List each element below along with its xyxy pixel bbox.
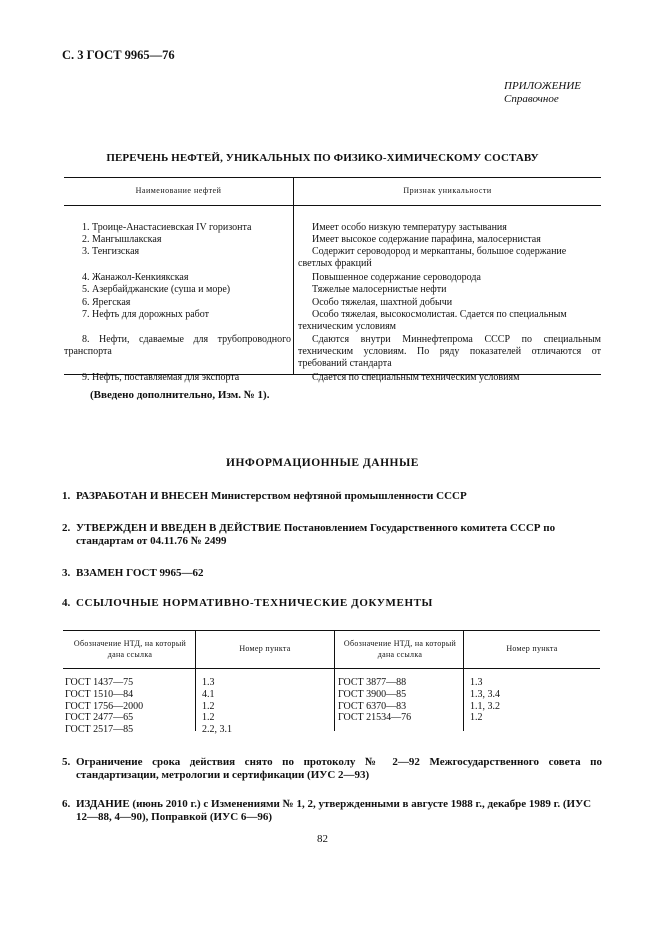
references-header — [63, 630, 600, 669]
ref-clause: 4.1 — [202, 688, 215, 700]
oil-name: 4. Жанажол-Кенкиякская — [82, 272, 189, 283]
oil-feature: Имеет особо низкую температуру застывания — [312, 222, 507, 233]
oil-name: 9. Нефть, поставляемая для экспорта — [82, 372, 240, 383]
ref-doc: ГОСТ 3877—88 — [338, 677, 407, 688]
ref-doc: ГОСТ 3900—85 — [338, 688, 407, 700]
oil-table-body — [64, 206, 601, 383]
info-item — [62, 597, 602, 610]
ref-clause: 1.3 — [202, 677, 215, 688]
ref-doc: ГОСТ 21534—76 — [338, 712, 412, 724]
ref-col-ntd-header: Обозначение НТД, на который дана ссылка — [73, 639, 187, 659]
item-text: ВЗАМЕН ГОСТ 9965—62 — [76, 567, 204, 579]
oil-feature: Особо тяжелая, шахтной добычи — [312, 297, 453, 308]
ref-col-ntd-header: Обозначение НТД, на который дана ссылка — [343, 639, 457, 659]
oil-name: 3. Тенгизская — [82, 246, 140, 257]
ref-col-clause-header: Номер пункта — [506, 644, 558, 653]
ref-clause: 1.2 — [470, 712, 483, 724]
ref-doc: ГОСТ 1510—84 — [65, 688, 134, 700]
page-number: 82 — [317, 833, 328, 845]
oil-name: 6. Ярегская — [82, 297, 131, 308]
item-text: ССЫЛОЧНЫЕ НОРМАТИВНО-ТЕХНИЧЕСКИЕ ДОКУМЕНТЫ — [76, 597, 433, 609]
references-body — [63, 669, 600, 731]
oil-name: 7. Нефть для дорожных работ — [82, 309, 209, 320]
oil-feature: Сдаются внутри Миннефтепрома СССР по специальным техническим условиям. По ряду показателей отличаются от требований стандарта — [298, 334, 601, 370]
info-item — [62, 798, 602, 824]
ref-clause: 1.3, 3.4 — [470, 688, 500, 700]
appendix-subtitle: Справочное — [504, 93, 559, 105]
page-header: С. 3 ГОСТ 9965—76 — [62, 48, 175, 62]
oil-table-header — [64, 177, 601, 206]
ref-col-clause-header: Номер пункта — [239, 644, 291, 653]
ref-clause: 2.2, 3.1 — [202, 724, 232, 736]
oil-table — [64, 177, 601, 383]
oil-list-title: ПЕРЕЧЕНЬ НЕФТЕЙ, УНИКАЛЬНЫХ ПО ФИЗИКО-ХИМИЧЕСКОМУ СОСТАВУ — [106, 152, 539, 164]
info-item — [62, 490, 602, 503]
ref-doc: ГОСТ 2477—65 — [65, 712, 134, 724]
oil-feature: Имеет высокое содержание парафина, малосернистая — [312, 234, 541, 245]
ref-doc: ГОСТ 1437—75 — [65, 677, 134, 688]
item-number: 1. — [62, 490, 71, 502]
oil-feature: Повышенное содержание сероводорода — [312, 272, 481, 283]
oil-name: 2. Мангышлакская — [82, 234, 162, 245]
oil-feature: Тяжелые малосернистые нефти — [312, 284, 447, 295]
appendix-title: ПРИЛОЖЕНИЕ — [504, 80, 581, 92]
oil-col-name-header: Наименование нефтей — [135, 186, 222, 195]
ref-clause: 1.3 — [470, 677, 483, 688]
info-item — [62, 567, 602, 580]
oil-name: 1. Троице-Анастасиевская IV горизонта — [82, 222, 252, 233]
oil-feature: Сдается по специальным техническим условиям — [312, 372, 520, 383]
item-text: Ограничение срока действия снято по протоколу № 2—92 Межгосударственного совета по стандартизации, метрологии и сертификации (ИУС 2—93) — [76, 756, 602, 781]
info-title: ИНФОРМАЦИОННЫЕ ДАННЫЕ — [226, 457, 419, 469]
oil-name: 5. Азербайджанские (суша и море) — [82, 284, 231, 295]
ref-clause: 1.1, 3.2 — [470, 700, 500, 712]
oil-col-feature-header: Признак уникальности — [403, 186, 492, 195]
appendix-label — [504, 80, 581, 106]
item-number: 5. — [62, 756, 71, 768]
ref-right-docs — [338, 677, 411, 724]
amendment-note: (Введено дополнительно, Изм. № 1). — [90, 389, 270, 401]
ref-doc: ГОСТ 6370—83 — [338, 700, 407, 712]
item-text: УТВЕРЖДЕН И ВВЕДЕН В ДЕЙСТВИЕ Постановлением Государственного комитета СССР по стандартам от 04.11.76 № 2499 — [76, 522, 556, 547]
item-number: 4. — [62, 597, 71, 609]
oil-name: 8. Нефти, сдаваемые для трубопроводного транспорта — [64, 334, 291, 358]
item-text: ИЗДАНИЕ (июнь 2010 г.) с Изменениями № 1, 2, утвержденными в августе 1988 г., декабре 1989 г. (ИУС 12—88, 4—90), Поправкой (ИУС 6—96) — [76, 798, 592, 823]
ref-clause: 1.2 — [202, 700, 215, 712]
ref-doc: ГОСТ 2517—85 — [65, 724, 134, 736]
item-number: 3. — [62, 567, 71, 579]
ref-right-clauses — [470, 677, 500, 724]
oil-feature: Особо тяжелая, высокосмолистая. Сдается по специальным техническим условиям — [298, 309, 567, 333]
oil-feature: Содержит сероводород и меркаптаны, большое содержание светлых фракций — [298, 246, 567, 270]
info-item — [62, 522, 602, 548]
item-number: 2. — [62, 522, 71, 534]
item-number: 6. — [62, 798, 71, 810]
ref-left-clauses — [202, 677, 232, 736]
item-text: РАЗРАБОТАН И ВНЕСЕН Министерством нефтяной промышленности СССР — [76, 490, 467, 502]
ref-doc: ГОСТ 1756—2000 — [65, 700, 144, 712]
references-table — [63, 630, 600, 736]
ref-left-docs — [65, 677, 143, 736]
ref-clause: 1.2 — [202, 712, 215, 724]
info-item — [62, 756, 602, 782]
